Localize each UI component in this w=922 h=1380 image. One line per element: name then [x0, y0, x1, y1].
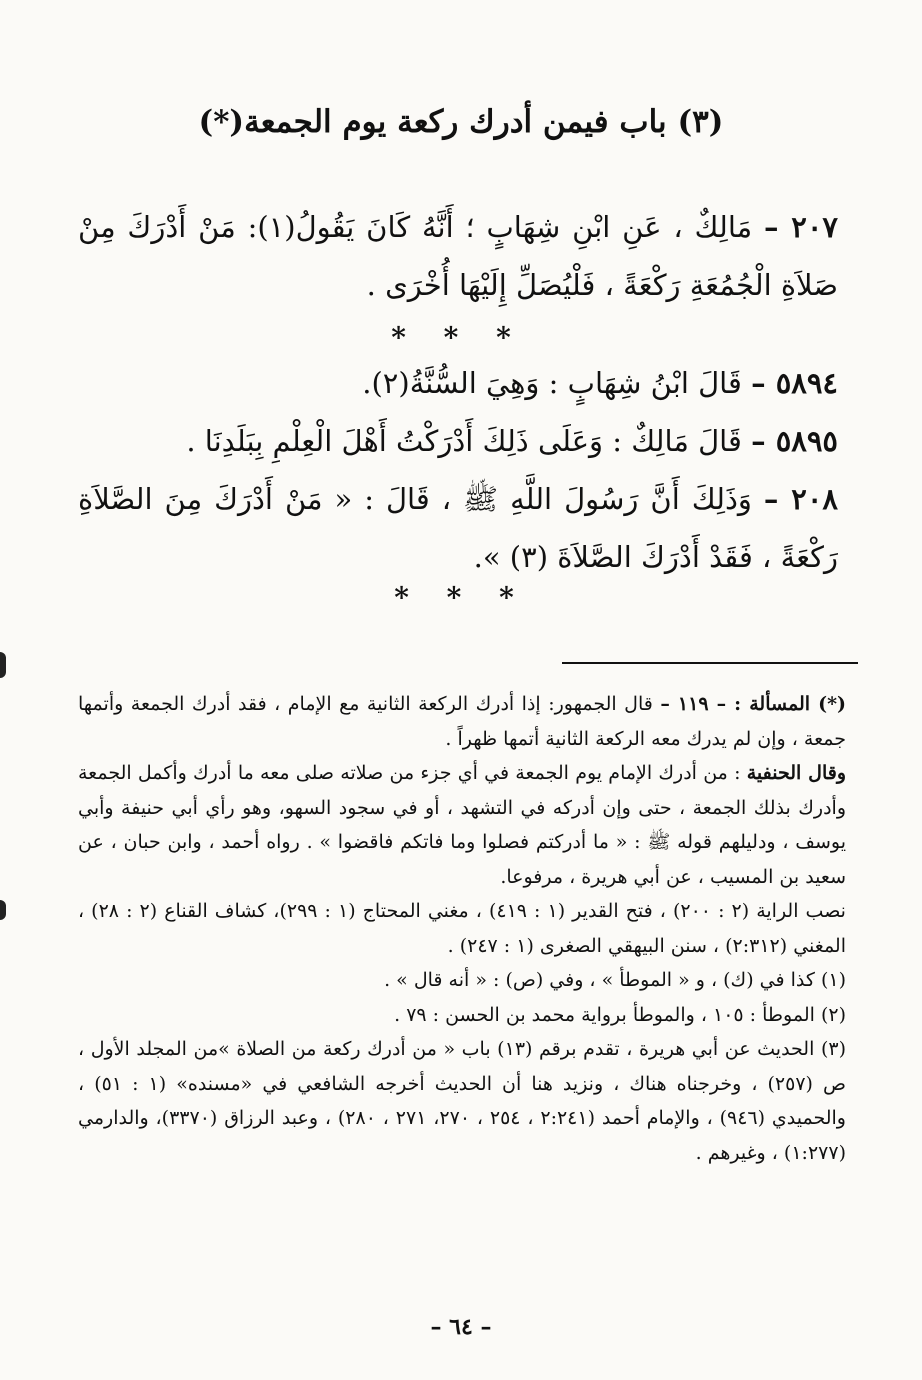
footnote-hanafi [78, 756, 846, 894]
entry-5895 [78, 412, 838, 470]
entry-text: مَالِكٌ ، عَنِ ابْنِ شِهَابٍ ؛ أَنَّهُ كَانَ يَقُولُ(١): مَنْ أَدْرَكَ مِنْ صَلاَةِ الْجُمُعَةِ رَكْعَةً ، فَلْيُصَلِّ إِلَيْهَا أُخْرَى . [78, 210, 838, 302]
main-text [78, 198, 838, 314]
entry-number: ٥٨٩٤ – [751, 366, 838, 400]
page-number: – ٦٤ – [430, 1314, 492, 1340]
binding-hole-mark [0, 900, 6, 920]
separator: * * * [394, 581, 528, 614]
footnote-1: (١) كذا في (ك) ، و « الموطأ » ، وفي (ص) : « أنه قال » . [384, 969, 846, 991]
entry-5894 [78, 354, 838, 412]
entry-number: ٥٨٩٥ – [751, 424, 838, 458]
entry-number: ٢٠٨ – [763, 482, 839, 516]
footnote-rule [562, 662, 858, 664]
hanafi-text: : من أدرك الإمام يوم الجمعة في أي جزء من صلاته صلى معه ما أدرك وأكمل الجمعة وأدرك بذلك الجمعة ، حتى وإن أدركه في التشهد ، أو في سجود السهو، وهو رأي أبي حنيفة وأبي يوسف ، ودليلهم قوله ﷺ : « ما أدركتم فصلوا وما فاتكم فاقضوا » . رواه أحمد ، وابن حبان ، عن سعيد بن المسيب ، عن أبي هريرة ، مرفوعا. [78, 762, 846, 888]
binding-hole-mark [0, 652, 6, 678]
entry-text: وَذَلِكَ أَنَّ رَسُولَ اللَّهِ ﷺ ، قَالَ : « مَنْ أَدْرَكَ مِنَ الصَّلاَةِ رَكْعَةً ، فَقَدْ أَدْرَكَ الصَّلاَةَ (٣) ». [78, 482, 838, 574]
footnote-masala [78, 687, 846, 756]
entry-207 [78, 198, 838, 314]
entry-text: قَالَ ابْنُ شِهَابٍ : وَهِيَ السُّنَّةُ(٢). [362, 366, 742, 400]
masala-text: قال الجمهور: إذا أدرك الركعة الثانية مع الإمام ، فقد أدرك الجمعة وأتمها جمعة ، وإن لم يدرك معه الركعة الثانية أتمها ظهراً . [78, 693, 846, 750]
hanafi-label: وقال الحنفية [746, 762, 846, 784]
footnote-2: (٢) الموطأ : ١٠٥ ، والموطأ برواية محمد بن الحسن : ٧٩ . [394, 1003, 846, 1026]
entry-208 [78, 470, 838, 586]
separator: * * * [391, 321, 525, 354]
entry-number: ٢٠٧ – [764, 210, 838, 244]
masala-label: (*) المسألة : – ١١٩ – [660, 693, 846, 715]
main-text-2 [78, 354, 838, 586]
footnote-3: (٣) الحديث عن أبي هريرة ، تقدم برقم (١٣) باب « من أدرك ركعة من الصلاة »من المجلد الأول ، ص (٢٥٧) ، وخرجناه هناك ، ونزيد هنا أن الحديث أخرجه الشافعي في «مسنده» (١ : ٥١) ، والحميدي (٩٤٦) ، والإمام أحمد (٢:٢٤١ ، ٢٥٤ ، ٢٧٠، ٢٧١ ، ٢٨٠) ، وعبد الرزاق (٣٣٧٠)، والدارمي (١:٢٧٧) ، وغيرهم . [78, 1038, 847, 1164]
chapter-title: (٣) باب فيمن أدرك ركعة يوم الجمعة(*) [198, 104, 724, 140]
entry-text: قَالَ مَالِكٌ : وَعَلَى ذَلِكَ أَدْرَكْتُ أَهْلَ الْعِلْمِ بِبَلَدِنَا . [186, 424, 742, 458]
footnotes [78, 687, 846, 1170]
footnote-sources: نصب الراية (٢ : ٢٠٠) ، فتح القدير (١ : ٤١٩) ، مغني المحتاج (١ : ٢٩٩)، كشاف القناع (٢ : ٢٨) ، المغني (٢:٣١٢) ، سنن البيهقي الصغرى (١ : ٢٤٧) . [78, 900, 846, 957]
